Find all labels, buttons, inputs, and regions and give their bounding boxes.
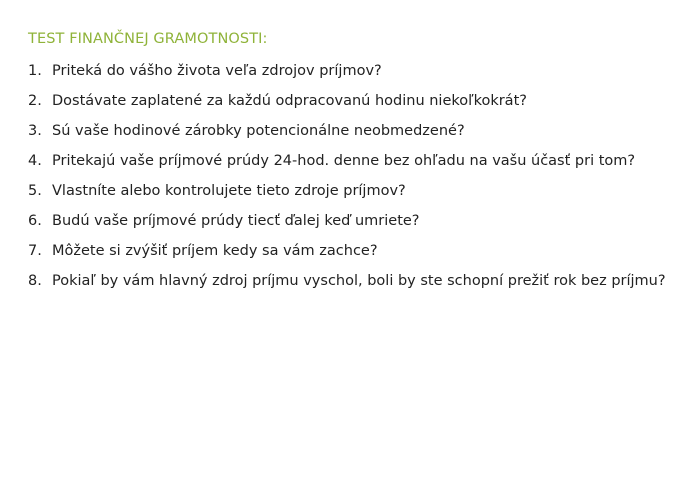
question-item — [28, 271, 666, 301]
question-item — [28, 91, 666, 121]
question-text: Pokiaľ by vám hlavný zdroj príjmu vyschol, boli by ste schopní prežiť rok bez príjmu? — [52, 273, 666, 289]
question-item — [28, 181, 666, 211]
question-text: Vlastníte alebo kontrolujete tieto zdroje príjmov? — [52, 183, 406, 199]
question-text: Pritekajú vaše príjmové prúdy 24-hod. denne bez ohľadu na vašu účasť pri tom? — [52, 153, 636, 169]
question-number: 8. — [28, 273, 42, 289]
question-item — [28, 241, 666, 271]
question-number: 6. — [28, 213, 42, 229]
question-text: Môžete si zvýšiť príjem kedy sa vám zachce? — [52, 243, 378, 259]
question-number: 5. — [28, 183, 42, 199]
question-text: Dostávate zaplatené za každú odpracovanú hodinu niekoľkokrát? — [52, 93, 527, 109]
question-text: Priteká do vášho života veľa zdrojov príjmov? — [52, 63, 382, 79]
slide-title: TEST FINANČNEJ GRAMOTNOSTI: — [28, 31, 268, 47]
question-list — [28, 61, 666, 301]
question-item — [28, 151, 666, 181]
question-text: Budú vaše príjmové prúdy tiecť ďalej keď umriete? — [52, 213, 420, 229]
question-number: 2. — [28, 93, 42, 109]
question-text: Sú vaše hodinové zárobky potencionálne neobmedzené? — [52, 123, 465, 139]
question-number: 1. — [28, 63, 42, 79]
question-item — [28, 211, 666, 241]
question-item — [28, 121, 666, 151]
question-number: 7. — [28, 243, 42, 259]
question-number: 3. — [28, 123, 42, 139]
question-number: 4. — [28, 153, 42, 169]
question-item — [28, 61, 666, 91]
